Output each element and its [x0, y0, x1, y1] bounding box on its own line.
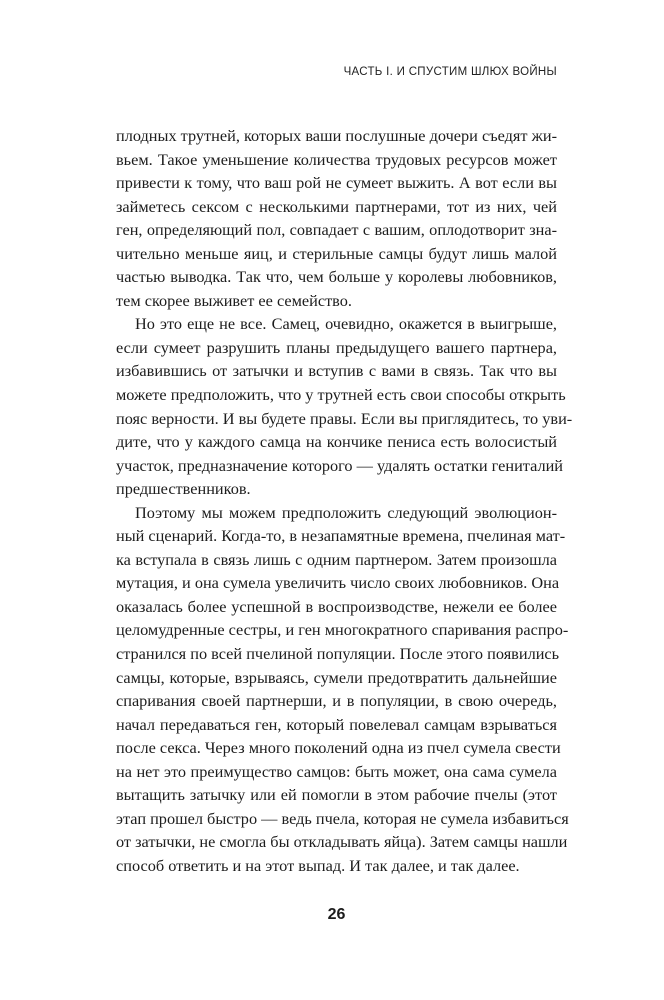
- text-line: на нет это преимущество самцов: быть может, она сама сумела: [116, 761, 557, 781]
- text-line: плодных трутней, которых ваши послушные дочери съедят жи-: [116, 126, 557, 145]
- body-text: [116, 124, 573, 878]
- page-number: 26: [327, 906, 346, 923]
- text-line: этап прошел быстро — ведь пчела, которая не сумела избавиться: [116, 808, 569, 828]
- text-line: предшественников.: [116, 479, 251, 499]
- text-line: тем скорее выживет ее семейство.: [116, 290, 352, 310]
- text-line: ка вступала в связь лишь с одним партнером. Затем произошла: [116, 549, 557, 569]
- text-line: странился по всей пчелиной популяции. После этого появились: [116, 644, 560, 664]
- text-line: вытащить затычку или ей помогли в этом рабочие пчелы (этот: [116, 785, 557, 805]
- text-line: вьем. Такое уменьшение количества трудовых ресурсов может: [116, 149, 557, 169]
- text-line: привести к тому, что ваш рой не сумеет выжить. А вот если вы: [116, 173, 557, 193]
- text-line: целомудренные сестры, и ген многократного спаривания распро-: [116, 620, 569, 640]
- text-line: можете предположить, что у трутней есть свои способы открыть: [116, 385, 566, 405]
- text-line: ный сценарий. Когда-то, в незапамятные времена, пчелиная мат-: [116, 526, 566, 546]
- text-line: Но это еще не все. Самец, очевидно, окажется в выигрыше,: [135, 314, 557, 334]
- text-line: если сумеет разрушить планы предыдущего вашего партнера,: [116, 337, 557, 357]
- text-line: начал передаваться ген, который повелевал самцам взрываться: [116, 714, 557, 734]
- text-line: избавившись от затычки и вступив с вами в связь. Так что вы: [116, 361, 557, 381]
- text-line: после секса. Через много поколений одна из пчел сумела свести: [116, 738, 561, 758]
- text-line: чительно меньше яиц, и стерильные самцы будут лишь малой: [116, 243, 557, 263]
- text-line: дите, что у каждого самца на кончике пениса есть волосистый: [116, 432, 557, 452]
- text-line: от затычки, не смогла бы откладывать яйца). Затем самцы нашли: [116, 832, 568, 852]
- text-line: участок, предназначение которого — удалять остатки гениталий: [116, 455, 564, 475]
- text-line: займетесь сексом с несколькими партнерами, тот из них, чей: [116, 196, 557, 216]
- text-line: ген, определяющий пол, совпадает с вашим, оплодотворит зна-: [116, 220, 557, 240]
- running-head: ЧАСТЬ I. И СПУСТИМ ШЛЮХ ВОЙНЫ: [343, 66, 557, 78]
- text-line: мутация, и она сумела увеличить число своих любовников. Она: [116, 573, 560, 593]
- text-line: Поэтому мы можем предположить следующий эволюцион-: [135, 502, 557, 522]
- text-line: оказалась более успешной в воспроизводстве, нежели ее более: [116, 596, 557, 616]
- text-line: самцы, которые, взрываясь, сумели предотвратить дальнейшие: [116, 667, 557, 687]
- text-line: пояс верности. И вы будете правы. Если вы приглядитесь, то уви-: [116, 408, 573, 428]
- text-line: частью выводка. Так что, чем больше у королевы любовников,: [116, 267, 557, 287]
- paragraph-1: [116, 124, 557, 312]
- paragraph-2: [116, 312, 573, 500]
- text-line: спаривания своей партнерши, и в популяции, в свою очередь,: [116, 691, 557, 711]
- text-line: способ ответить и на этот выпад. И так далее, и так далее.: [116, 855, 520, 875]
- paragraph-3: [116, 501, 569, 878]
